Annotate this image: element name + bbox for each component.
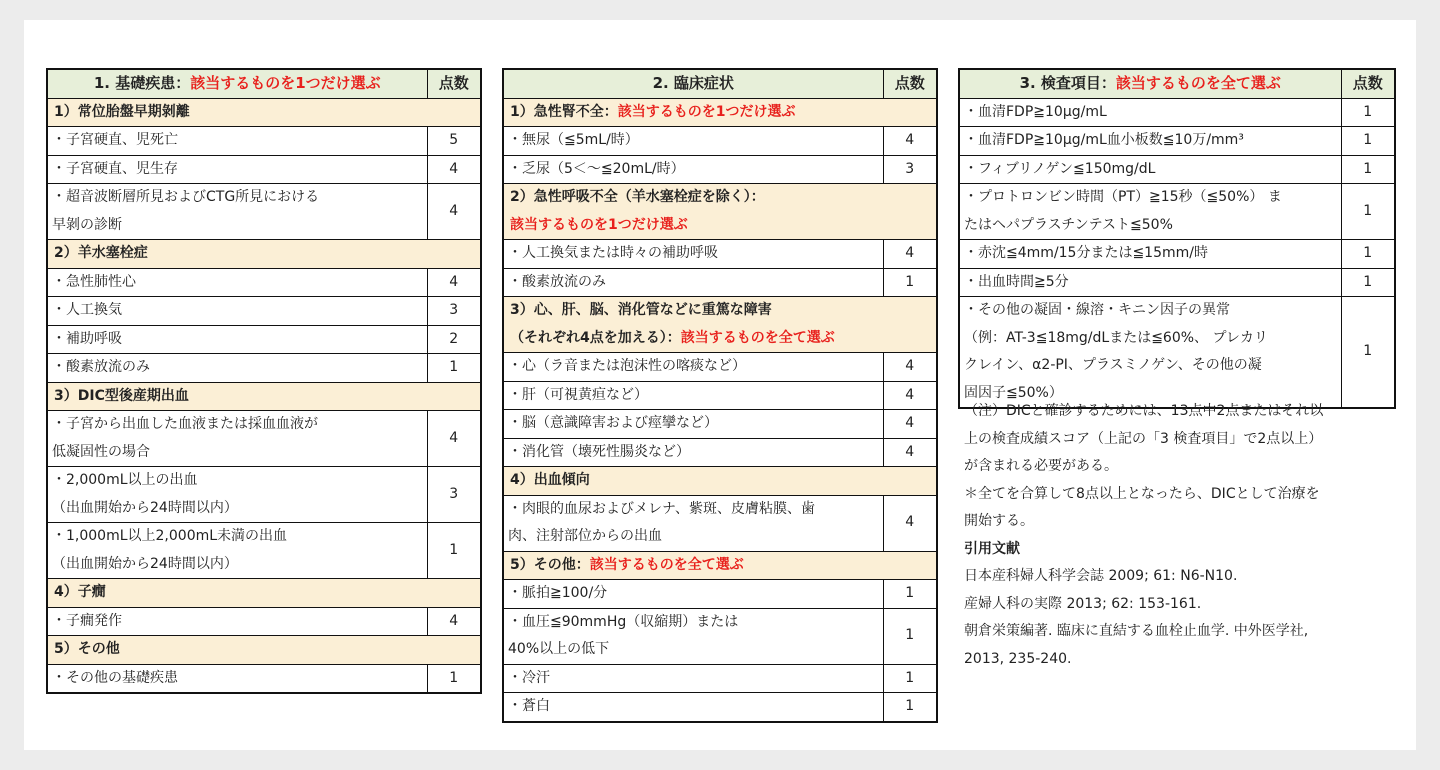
reference-line: 産婦人科の実際 2013; 62: 153-161. <box>964 595 1202 612</box>
section-heading <box>47 579 481 608</box>
points-cell: 4 <box>883 240 937 269</box>
section-row <box>503 551 937 580</box>
criterion-cell <box>503 664 883 693</box>
header-row <box>503 69 937 98</box>
section-subtitle: （それぞれ4点を加える）： <box>510 329 681 346</box>
document-card <box>24 20 1416 750</box>
points-cell: 3 <box>427 467 481 523</box>
section-title: 1）急性腎不全： <box>510 103 618 120</box>
header-row <box>959 69 1395 98</box>
criterion-text: ・補助呼吸 <box>52 330 122 347</box>
section-heading <box>47 636 481 665</box>
section-row <box>503 98 937 127</box>
points-cell: 2 <box>427 325 481 354</box>
table-row <box>503 155 937 184</box>
points-cell: 1 <box>427 354 481 383</box>
table-row <box>503 381 937 410</box>
section-subtitle-line <box>510 325 930 353</box>
points-header: 点数 <box>1341 69 1395 98</box>
table-row <box>959 127 1395 156</box>
points-cell: 4 <box>883 438 937 467</box>
criterion-cell <box>959 240 1341 269</box>
table-title-instruction: 該当するものを1つだけ選ぶ <box>190 74 381 92</box>
points-cell: 4 <box>427 607 481 636</box>
points-cell: 1 <box>1341 268 1395 297</box>
table-row <box>503 240 937 269</box>
section-row <box>503 467 937 496</box>
criterion-text: ・超音波断層所見およびCTG所見における <box>52 189 320 205</box>
criterion-text: 肉、注射部位からの出血 <box>508 528 662 544</box>
criterion-cell <box>47 127 427 156</box>
points-cell: 1 <box>427 523 481 579</box>
criterion-cell <box>503 410 883 439</box>
criterion-cell <box>959 127 1341 156</box>
note-line: 開始する。 <box>964 513 1034 529</box>
table-row <box>503 580 937 609</box>
table-title-text: 3. 検査項目： <box>1019 74 1116 92</box>
section-heading <box>503 551 937 580</box>
table-row <box>47 354 481 383</box>
criterion-text: ・冷汗 <box>508 669 550 686</box>
table-row <box>503 608 937 664</box>
table-row <box>47 467 481 523</box>
table-row <box>503 438 937 467</box>
section-row <box>503 184 937 240</box>
note-line: ＊全てを合算して8点以上となったら、DICとして治療を <box>964 485 1320 502</box>
criterion-cell <box>503 268 883 297</box>
criterion-cell <box>503 381 883 410</box>
criterion-text: ・脈拍≧100/分 <box>508 585 608 601</box>
points-cell: 1 <box>1341 240 1395 269</box>
criterion-text: 固因子≦50%） <box>964 384 1063 401</box>
table-row <box>959 155 1395 184</box>
section-row <box>47 636 481 665</box>
points-cell: 1 <box>883 268 937 297</box>
section-heading <box>503 467 937 496</box>
criterion-cell <box>47 184 427 240</box>
criterion-text: ・プロトロンビン時間（PT）≧15秒（≦50%） ま <box>964 189 1282 205</box>
points-header: 点数 <box>427 69 481 98</box>
points-cell: 1 <box>1341 98 1395 127</box>
points-cell: 1 <box>883 693 937 722</box>
points-cell: 4 <box>883 410 937 439</box>
criterion-text: ・出血時間≧5分 <box>964 273 1069 290</box>
table-row <box>47 325 481 354</box>
table-row <box>47 523 481 579</box>
section-title: 1）常位胎盤早期剝離 <box>54 103 190 120</box>
criterion-cell <box>503 353 883 382</box>
reference-line: 2013, 235-240. <box>964 650 1072 667</box>
criterion-text: ・急性肺性心 <box>52 273 136 290</box>
criterion-text: ・消化管（壊死性腸炎など） <box>508 443 690 460</box>
criterion-cell <box>503 438 883 467</box>
criterion-text: ・酸素放流のみ <box>52 359 150 375</box>
section-title: 5）その他： <box>510 556 590 573</box>
section-row <box>47 98 481 127</box>
criterion-text: ・子宮硬直、児死亡 <box>52 132 178 148</box>
table-row <box>47 664 481 693</box>
criterion-cell <box>959 155 1341 184</box>
criterion-text: ・肝（可視黄疸など） <box>508 386 648 403</box>
section-title: 2）羊水塞栓症 <box>54 245 148 261</box>
criterion-text: ・その他の基礎疾患 <box>52 669 178 686</box>
criterion-text: ・酸素放流のみ <box>508 273 606 290</box>
points-cell: 5 <box>427 127 481 156</box>
criterion-text: たはヘパプラスチンテスト≦50% <box>964 216 1173 233</box>
points-cell: 1 <box>427 664 481 693</box>
criterion-cell <box>47 297 427 326</box>
criterion-text: ・子宮から出血した血液または採血血液が <box>52 416 318 432</box>
criterion-cell <box>503 495 883 551</box>
criterion-text: ・心（ラ音または泡沫性の喀痰など） <box>508 358 746 374</box>
criterion-text: 低凝固性の場合 <box>52 443 150 460</box>
points-cell: 1 <box>1341 127 1395 156</box>
note-line: （注）DICと確診するためには、13点中2点またはそれ以 <box>964 403 1324 419</box>
clinical-symptoms-table <box>502 68 938 723</box>
criterion-text: ・子宮硬直、児生存 <box>52 160 178 177</box>
points-cell: 1 <box>883 664 937 693</box>
table-row <box>959 184 1395 240</box>
table-row <box>503 353 937 382</box>
criterion-cell <box>503 608 883 664</box>
criterion-text: ・2,000mL以上の出血 <box>52 472 198 488</box>
reference-line: 朝倉栄策編著. 臨床に直結する血栓止血学. 中外医学社, <box>964 623 1309 639</box>
table-row <box>47 411 481 467</box>
points-cell: 4 <box>427 411 481 467</box>
criterion-text: ・血圧≦90mmHg（収縮期）または <box>508 613 739 630</box>
criterion-text: ・乏尿（5＜～≦20mL/時） <box>508 160 685 177</box>
criterion-cell <box>47 467 427 523</box>
table-row <box>47 297 481 326</box>
note-line: が含まれる必要がある。 <box>964 458 1118 474</box>
table-row <box>503 268 937 297</box>
points-cell: 1 <box>883 580 937 609</box>
criterion-text: ・脳（意識障害および痙攣など） <box>508 415 718 431</box>
criterion-cell <box>503 155 883 184</box>
table-row <box>47 607 481 636</box>
criterion-text: ・フィブリノゲン≦150mg/dL <box>964 160 1156 177</box>
table-title-text: 2. 臨床症状 <box>652 74 734 92</box>
criterion-cell <box>503 693 883 722</box>
criterion-text: ・子癇発作 <box>52 612 122 629</box>
criterion-cell <box>47 664 427 693</box>
notes-section <box>964 398 1390 673</box>
criterion-cell <box>47 607 427 636</box>
criterion-cell <box>47 155 427 184</box>
table-row <box>503 127 937 156</box>
section-title: 5）その他 <box>54 641 120 657</box>
criterion-cell <box>503 127 883 156</box>
criterion-text: （出血開始から24時間以内） <box>52 499 238 516</box>
section-heading <box>503 184 937 240</box>
section-instruction: 該当するものを全て選ぶ <box>680 329 835 346</box>
section-row <box>503 297 937 353</box>
section-title: 4）出血傾向 <box>510 472 590 488</box>
criterion-text: ・血清FDP≧10μg/mL血小板数≦10万/mm³ <box>964 132 1244 148</box>
section-heading <box>47 98 481 127</box>
table-row <box>47 184 481 240</box>
section-row <box>47 579 481 608</box>
table-row <box>47 155 481 184</box>
criterion-text: ・肉眼的血尿およびメレナ、紫斑、皮膚粘膜、歯 <box>508 500 816 517</box>
points-cell: 4 <box>883 381 937 410</box>
criterion-cell <box>47 411 427 467</box>
table-row <box>959 268 1395 297</box>
section-heading <box>47 382 481 411</box>
criterion-cell <box>959 268 1341 297</box>
table-title <box>959 69 1341 98</box>
criterion-text: ・その他の凝固・線溶・キニン因子の異常 <box>964 302 1230 318</box>
points-cell: 4 <box>427 268 481 297</box>
points-cell: 4 <box>883 127 937 156</box>
points-cell: 1 <box>1341 297 1395 409</box>
points-cell: 4 <box>883 495 937 551</box>
table-row <box>503 495 937 551</box>
header-row <box>47 69 481 98</box>
section-heading <box>47 240 481 269</box>
table-title <box>47 69 427 98</box>
criterion-text: （出血開始から24時間以内） <box>52 555 238 572</box>
references-heading: 引用文献 <box>964 540 1020 557</box>
table-title-instruction: 該当するものを全て選ぶ <box>1115 74 1281 92</box>
table-title <box>503 69 883 98</box>
criterion-cell <box>503 580 883 609</box>
table-row <box>959 240 1395 269</box>
criterion-text: クレイン、α2-PI、プラスミノゲン、その他の凝 <box>964 357 1262 373</box>
table-row <box>959 297 1395 409</box>
criterion-cell <box>47 325 427 354</box>
criterion-cell <box>959 184 1341 240</box>
points-cell: 4 <box>427 184 481 240</box>
section-instruction: 該当するものを全て選ぶ <box>589 556 744 573</box>
criterion-text: ・蒼白 <box>508 698 550 714</box>
table-row <box>959 98 1395 127</box>
section-title: 4）子癇 <box>54 584 106 600</box>
criterion-text: ・無尿（≦5mL/時） <box>508 132 639 148</box>
section-row <box>47 240 481 269</box>
section-title: 3）DIC型後産期出血 <box>54 387 189 404</box>
criterion-text: ・1,000mL以上2,000mL未満の出血 <box>52 528 288 544</box>
points-cell: 1 <box>1341 184 1395 240</box>
criterion-cell <box>503 240 883 269</box>
criterion-text: 早剝の診断 <box>52 216 122 233</box>
criterion-cell <box>959 98 1341 127</box>
criterion-cell <box>959 297 1341 409</box>
criterion-text: ・赤沈≦4mm/15分または≦15mm/時 <box>964 245 1208 261</box>
section-heading <box>503 98 937 127</box>
points-cell: 3 <box>883 155 937 184</box>
points-cell: 1 <box>1341 155 1395 184</box>
table-title-text: 1. 基礎疾患： <box>93 74 191 92</box>
points-cell: 4 <box>427 155 481 184</box>
note-line: 上の検査成績スコア（上記の「3 検査項目」で2点以上） <box>964 430 1323 447</box>
reference-line: 日本産科婦人科学会誌 2009; 61: N6-N10. <box>964 568 1238 584</box>
criterion-text: （例：AT-3≦18mg/dLまたは≦60%、 プレカリ <box>964 329 1268 346</box>
section-row <box>47 382 481 411</box>
criterion-cell <box>47 354 427 383</box>
section-instruction: 該当するものを1つだけ選ぶ <box>617 103 796 120</box>
criterion-text: ・人工換気 <box>52 302 122 318</box>
table-row <box>503 693 937 722</box>
table-row <box>47 127 481 156</box>
criterion-text: ・人工換気または時々の補助呼吸 <box>508 245 718 261</box>
table-row <box>503 410 937 439</box>
table-row <box>503 664 937 693</box>
criterion-text: ・血清FDP≧10μg/mL <box>964 103 1107 120</box>
section-instruction: 該当するものを1つだけ選ぶ <box>510 216 688 233</box>
underlying-disease-table <box>46 68 482 694</box>
criterion-cell <box>47 523 427 579</box>
criterion-text: 40%以上の低下 <box>508 641 610 657</box>
section-title: 2）急性呼吸不全（羊水塞栓症を除く）： <box>510 189 765 205</box>
section-heading <box>503 297 937 353</box>
points-cell: 1 <box>883 608 937 664</box>
table-row <box>47 268 481 297</box>
points-cell: 3 <box>427 297 481 326</box>
section-title: 3）心、肝、脳、消化管などに重篤な障害 <box>510 302 772 318</box>
criterion-cell <box>47 268 427 297</box>
lab-tests-table <box>958 68 1396 409</box>
points-header: 点数 <box>883 69 937 98</box>
points-cell: 4 <box>883 353 937 382</box>
